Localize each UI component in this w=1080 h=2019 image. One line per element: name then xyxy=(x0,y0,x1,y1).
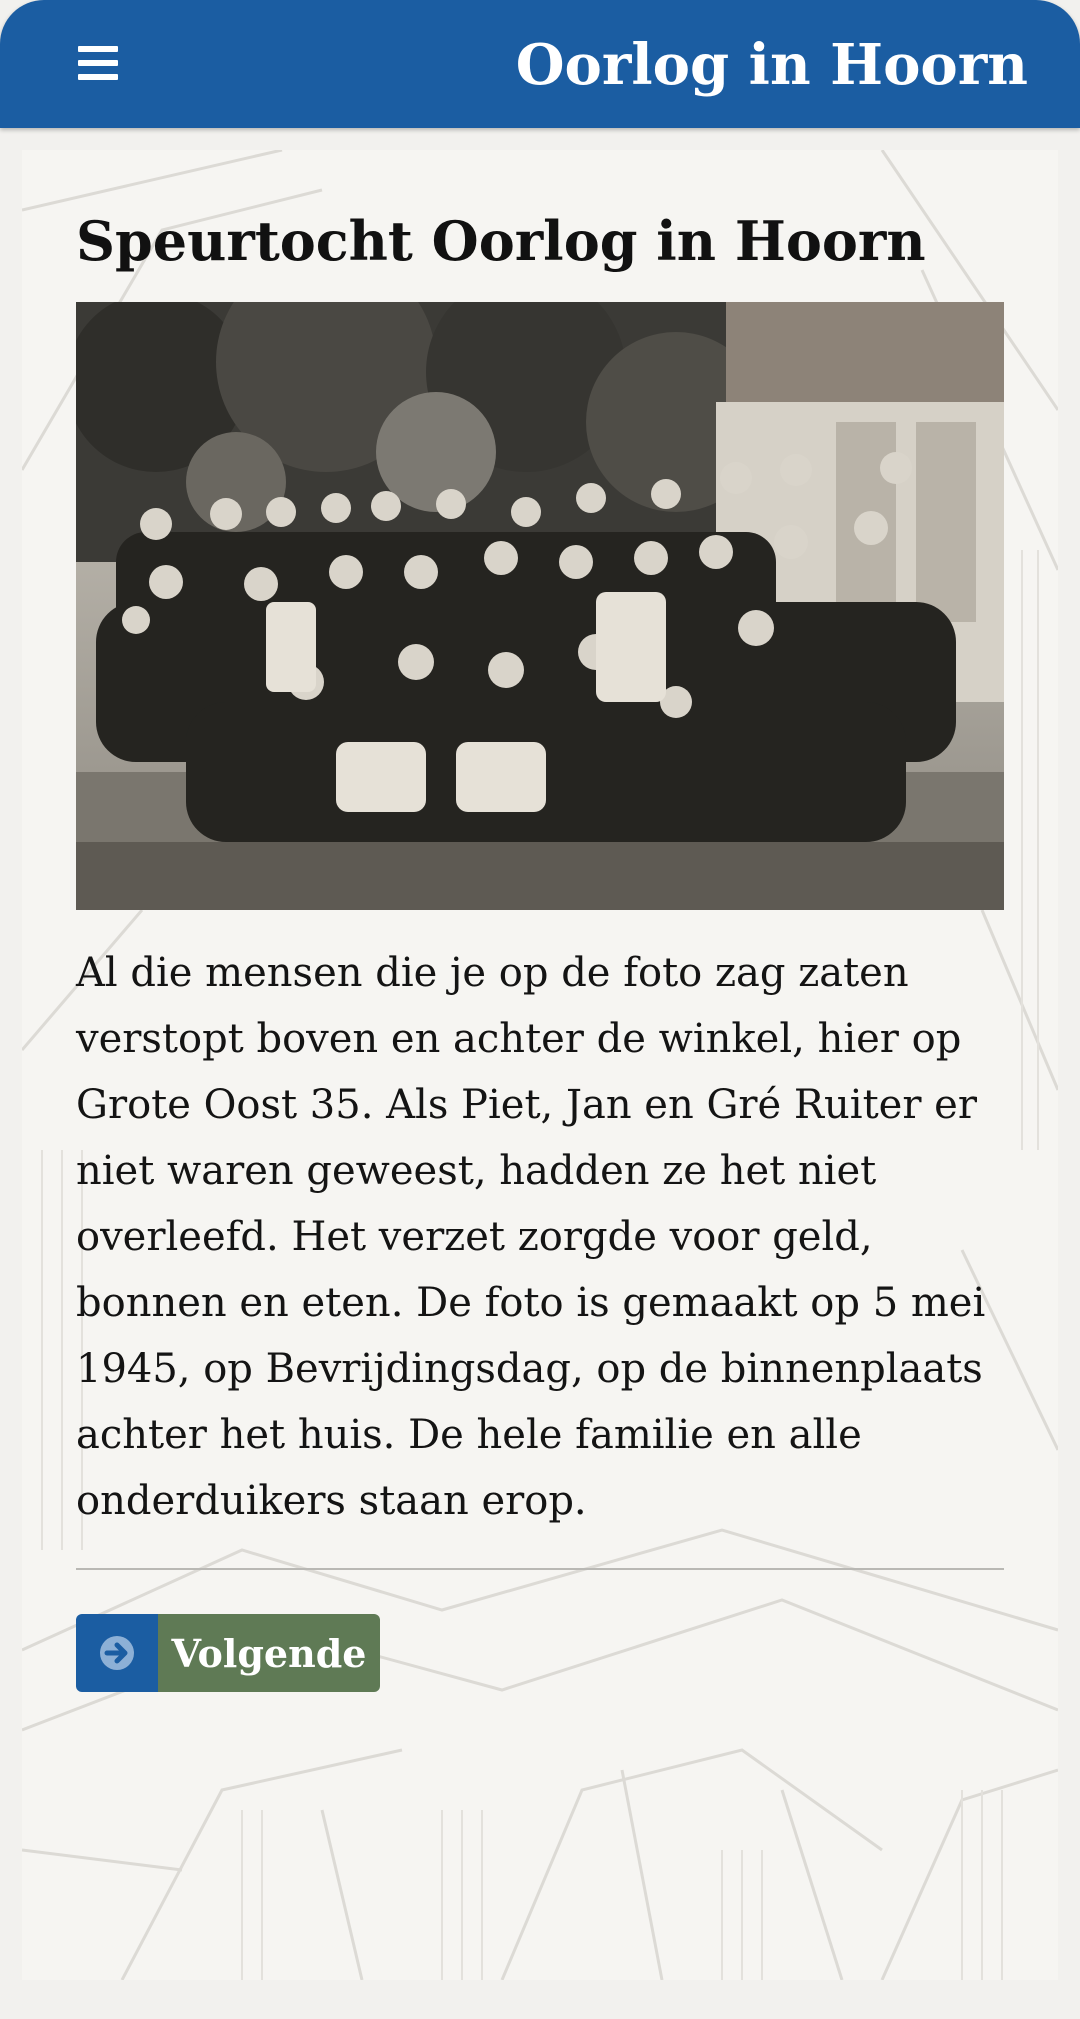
next-button-label[interactable]: Volgende xyxy=(158,1614,380,1692)
page-title: Speurtocht Oorlog in Hoorn xyxy=(76,209,926,273)
arrow-right-circle-icon xyxy=(98,1634,136,1672)
hamburger-menu-icon[interactable] xyxy=(78,46,118,80)
historical-group-photo xyxy=(76,302,1004,910)
app-header xyxy=(0,0,1080,128)
content-card xyxy=(22,150,1058,1980)
app-title: Oorlog in Hoorn xyxy=(515,32,1028,98)
next-button[interactable] xyxy=(76,1614,380,1692)
card-content xyxy=(22,150,1058,1980)
story-paragraph: Al die mensen die je op de foto zag zaten verstopt boven en achter de winkel, hier op Grote Oost 35. Als Piet, Jan en Gré Ruiter er niet waren geweest, hadden ze het niet overleefd. Het verzet zorgde voor geld, bonnen en eten. De foto is gemaakt op 5 mei 1945, op Bevrijdingsdag, op de binnenplaats achter het huis. De hele familie en alle onderduikers staan erop. xyxy=(76,950,986,1524)
next-button-icon-box[interactable] xyxy=(76,1614,158,1692)
divider xyxy=(76,1568,1004,1570)
